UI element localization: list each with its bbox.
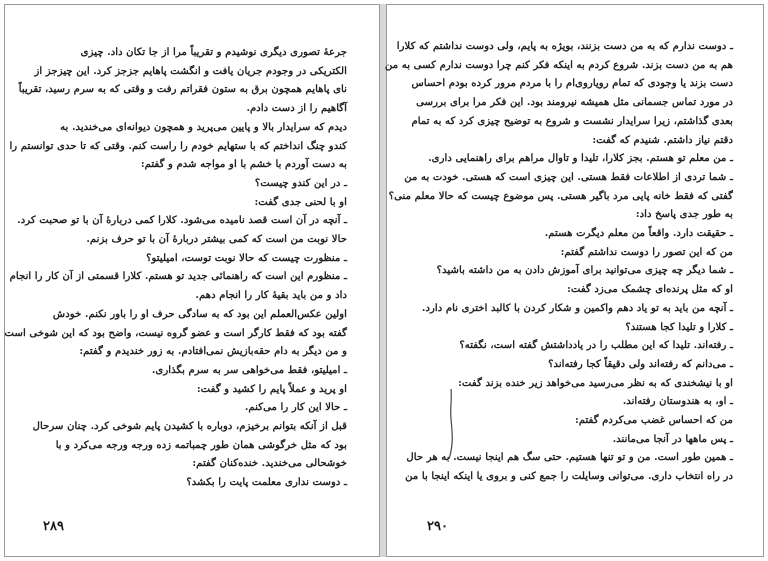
text-line: او با لحنی جدی گفت: <box>254 195 347 208</box>
text-line: ـ او، به هندوستان رفته‌اند. <box>622 395 733 408</box>
text-line: خوشحالی می‌خندید. خنده‌کنان گفتم: <box>192 457 347 470</box>
text-line: دیدم که سرایدار بالا و پایین می‌پرید و همچون دیوانه‌ای می‌خندید. به <box>60 120 347 133</box>
text-line: ـ کلارا و تلیدا کجا هستند؟ <box>625 320 733 333</box>
text-line: من که این تصور را دوست نداشتم گفتم: <box>560 245 733 258</box>
text-line: گفته بود که فقط کارگر است و عضو گروه نیست، واضح بود که این شوخی است <box>4 326 347 339</box>
text-line: و من دیگر به دام حقه‌بازیش نمی‌افتادم. به زور خندیدم و گفتم: <box>79 345 347 358</box>
text-line: ـ منظورم این است که راهنمائی جدید تو هستم. کلارا قسمتی از آن کار را انجام <box>9 270 347 283</box>
text-line: حالا نوبت من است که کمی بیشتر دربارهٔ آن با تو حرف بزنم. <box>86 233 347 246</box>
text-line: کندو چنگ انداختم که با ستهایم خودم را راست کنم. وقتی که تا حدی توانستم را <box>9 139 347 152</box>
text-line: او پرید و عملاً پایم را کشید و گفت: <box>196 382 347 395</box>
text-line: آگاهیم را از دست دادم. <box>246 102 347 115</box>
text-line: ـ پس ماهها در آنجا می‌مانند. <box>612 432 733 445</box>
pen-margin-mark <box>441 387 461 463</box>
text-line: ـ شما تردی از اطلاعات فقط هستی. این چیزی است که هستی. خودت به من <box>404 170 733 183</box>
text-line: ـ منظورت چیست که حالا نوبت توست، امیلیتو؟ <box>146 251 347 264</box>
text-line: دقتم نیاز داشتم. شنیدم که گفت: <box>592 133 733 146</box>
text-line: من که احساس غضب می‌کردم گفتم: <box>574 414 733 427</box>
left-page-number: ۲۸۹ <box>43 519 64 534</box>
text-line: ـ دوست نداری معلمت پایت را بکشد؟ <box>186 476 347 489</box>
text-line: اولین عکس‌العملم این بود که به سادگی حرف او را باور نکنم. خودش <box>52 307 347 320</box>
text-line: به طور جدی پاسخ داد: <box>635 208 733 221</box>
text-line: ـ من معلم تو هستم. بجز کلارا، تلیدا و تاوال مراهم برای راهنمایی داری. <box>428 152 733 165</box>
text-line: ـ حقیقت دارد. واقعاً من معلم دیگرت هستم. <box>544 227 733 240</box>
text-line: ـ می‌دانم که رفته‌اند ولی دقیقاً کجا رفته‌اند؟ <box>548 357 733 370</box>
text-line: او با نیشخندی که به نظر می‌رسید می‌خواهد زیر خنده بزند گفت: <box>458 376 733 389</box>
text-line: ـ دوست ندارم که به من دست بزنند، بویژه به پایم، ولی دوست نداشتم که کلارا <box>396 40 733 52</box>
text-line: ـ شما دیگر چه چیزی می‌توانید برای آموزش دادن به من داشته باشید؟ <box>436 264 733 277</box>
text-line: قبل از آنکه بتوانم برخیزم، دوباره با کشیدن پایم شوخی کرد. چنان سرحال <box>32 420 347 433</box>
text-line: ـ در این کندو چیست؟ <box>254 176 347 189</box>
text-line: بود که مثل خرگوشی همان طور چمباتمه زده ورجه ورجه می‌کرد و با <box>55 438 347 451</box>
text-line: ـ آنچه در آن است قصد نامیده می‌شود. کلارا کمی دربارهٔ آن با تو صحبت کرد. <box>17 214 347 227</box>
right-page-text <box>384 37 733 486</box>
text-line: در راه انتخاب داری. می‌توانی وسایلت را جمع کنی و بروی یا اینکه اینجا با من <box>405 470 733 483</box>
text-line: او که مثل پرنده‌ای چشمک می‌زد گفت: <box>567 283 733 296</box>
right-page-number: ۲۹۰ <box>427 519 448 534</box>
left-page-text <box>4 43 347 492</box>
text-line: جرعهٔ تصوری دیگری نوشیدم و تقریباً مرا از جا تکان داد. چیزی <box>80 46 347 58</box>
text-line: ـ همین طور است. من و تو تنها هستیم. حتی سگ هم اینجا نیست. به هر حال <box>406 451 733 464</box>
left-page <box>4 4 380 557</box>
text-line: به دست آوردم با خشم با او مواجه شدم و گفتم: <box>140 158 347 171</box>
text-line: هم به من دست بزند. شروع کردم به اینکه فکر کنم چرا دوست ندارم کسی به من <box>384 58 733 71</box>
text-line: ـ آنچه من باید به تو یاد دهم واکمین و شکار کردن با کالبد اختری نام دارد. <box>421 301 733 314</box>
text-line: ـ امیلیتو، فقط می‌خواهی سر به سرم بگذاری. <box>151 363 347 376</box>
text-line: ـ رفته‌اند. تلیدا که این مطلب را در یادداشتش گفته است، نگفته؟ <box>459 339 733 352</box>
text-line: بعدی گذاشتم، زیرا سرایدار نشست و شروع به توضیح چیزی کرد که به تمام <box>411 114 733 127</box>
text-line: در مورد تماس جسمانی مثل همیشه نیرومند بود. این فکر مرا برای بررسی <box>416 96 733 109</box>
text-line: داد و من باید بقیهٔ کار را انجام دهم. <box>195 289 347 302</box>
text-line: گفتی که فقط خانه پایی مرد باگیر هستی. پس موضوع چیست که حالا معلم منی؟ <box>388 189 733 202</box>
text-line: الکتریکی در وجودم جریان یافت و انگشت پاهایم جزجز کرد. این چیزجز از <box>34 64 347 77</box>
text-line: ـ حالا این کار را می‌کنم. <box>244 401 347 414</box>
right-page <box>386 4 764 557</box>
text-line: نای پاهایم همچون برق به ستون فقراتم رفت و وقتی که به سرم رسید، تقریباً <box>18 83 347 96</box>
text-line: دست بزند یا وجودی که تمام رویاروی‌ام را با مردم مرور کرده بودم احساس <box>411 77 733 90</box>
